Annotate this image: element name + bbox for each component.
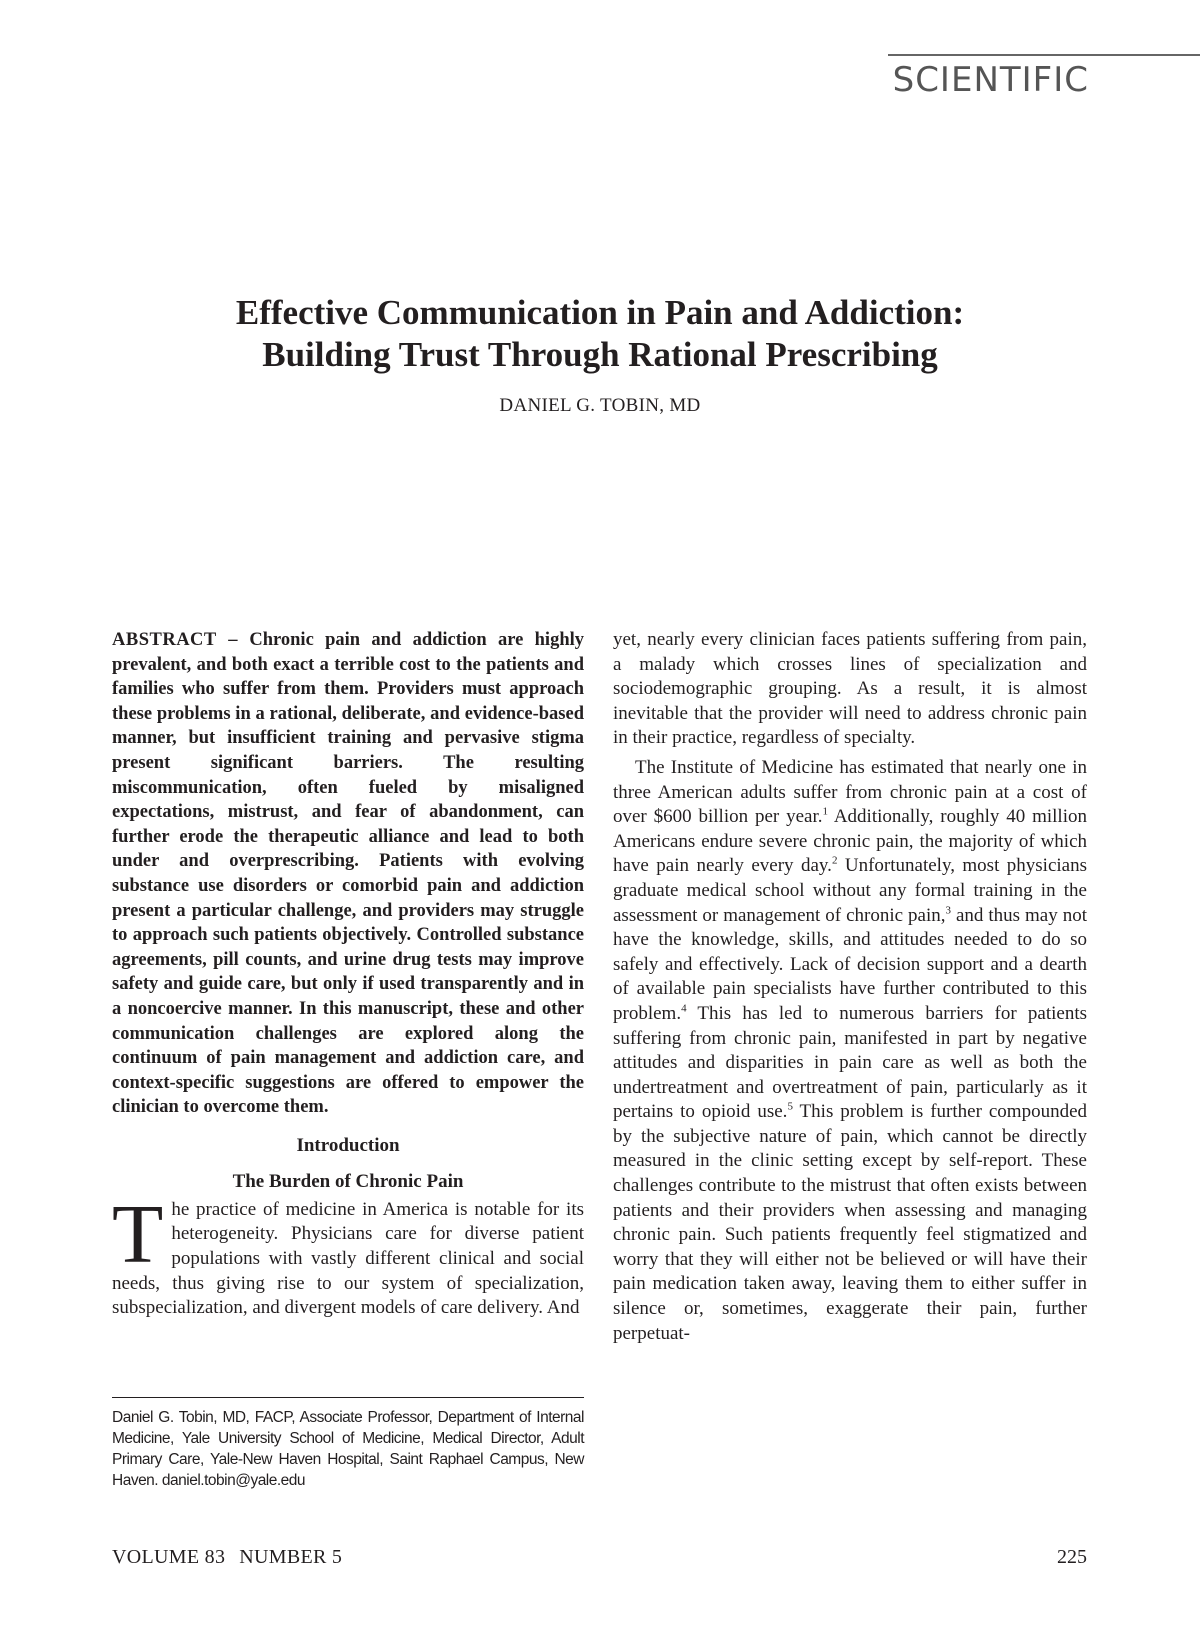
paragraph-1-continued: yet, nearly every clinician faces patients suffering from pain, a malady which crosses lines of specialization and sociodemographic grouping. As a result, it is almost inevitable that the provider will need to address chronic pain in their practice, regardless of specialty. (613, 629, 1087, 749)
section-label: SCIENTIFIC (892, 60, 1089, 100)
abstract-label: ABSTRACT – (112, 630, 239, 650)
article-title (120, 292, 1080, 376)
paragraph-2-part-a: The Institute of Medicine has estimated that nearly one in three American adults suffer from chronic pain at a cost of over $600 billion per year. (613, 756, 1087, 828)
left-column (112, 628, 584, 1321)
title-line-2: Building Trust Through Rational Prescribing (262, 335, 938, 374)
title-line-1: Effective Communication in Pain and Addiction: (235, 293, 965, 332)
abstract-text: Chronic pain and addiction are highly prevalent, and both exact a terrible cost to the patients and families who suffer from them. Providers must approach these problems in a rational, deliberate, and evidence-based manner, but insufficient training and pervasive stigma present significant barriers. The resulting miscommunication, often fueled by misaligned expectations, mistrust, and fear of abandonment, can further erode the therapeutic alliance and lead to both under and overprescribing. Patients with evolving substance use disorders or comorbid pain and addiction present a particular challenge, and providers may struggle to approach such patients objectively. Controlled substance agreements, pill counts, and urine drug tests may improve safety and guide care, but only if used transparently and in a noncoercive manner. In this manuscript, these and other communication challenges are explored along the continuum of pain management and addiction care, and context-specific suggestions are offered to empower the clinician to overcome them. (112, 630, 584, 1118)
subsection-heading-burden: The Burden of Chronic Pain (232, 1170, 464, 1192)
footnote-rule (112, 1397, 584, 1398)
paragraph-1 (112, 1187, 584, 1321)
reference-3: 3 (945, 904, 951, 917)
author-affiliation-footnote: Daniel G. Tobin, MD, FACP, Associate Professor, Department of Internal Medicine, Yale University School of Medicine, Medical Director, Adult Primary Care, Yale-New Haven Hospital, Saint Raphael Campus, New Haven. daniel.tobin@yale.edu (112, 1409, 584, 1489)
paragraph-2-part-b: Additionally, roughly 40 million Americans endure severe chronic pain, the majority of which have pain nearly every day. (613, 806, 1087, 877)
paragraph-2 (613, 756, 1087, 1346)
reference-4: 4 (681, 1002, 687, 1015)
drop-cap: T (112, 1187, 164, 1281)
volume-label: VOLUME 83 (112, 1546, 226, 1568)
right-column (613, 628, 1087, 1346)
paragraph-2-part-e: This has led to numerous barriers for patients suffering from chronic pain, manifested in part by negative attitudes and disparities in pain care as well as both the undertreatment and overtreatment of pain, particularly as it pertains to opioid use. (613, 1002, 1087, 1123)
reference-1: 1 (822, 805, 828, 818)
abstract (112, 628, 584, 1120)
paragraph-2-part-d: and thus may not have the knowledge, skills, and attitudes needed to do so safely and effectively. Lack of decision support and a dearth of available pain specialists have further contributed to this problem. (613, 904, 1087, 1024)
paragraph-2-part-f: This problem is further compounded by the subjective nature of pain, which cannot be directly measured in the clinic setting except by self-report. These challenges contribute to the mistrust that often exists between patients and their providers when assessing and managing chronic pain. Such patients frequently feel stigmatized and worry that they will either not be believed or will have their pain medication taken away, leaving them to either suffer in silence or, sometimes, exaggerate their pain, further perpetuat- (613, 1101, 1087, 1344)
section-heading-introduction: Introduction (296, 1134, 400, 1156)
page-number: 225 (1057, 1546, 1087, 1568)
number-label: NUMBER 5 (239, 1546, 343, 1568)
header-rule (888, 54, 1200, 56)
author-byline: DANIEL G. TOBIN, MD (499, 395, 701, 416)
reference-2: 2 (831, 855, 838, 868)
paragraph-2-part-c: Unfortunately, most physicians graduate medical school without any formal training in the assessment or management of chronic pain, (613, 855, 1087, 926)
journal-issue (112, 1546, 342, 1569)
paragraph-1-text: he practice of medicine in America is notable for its heterogeneity. Physicians care for diverse patient populations with vastly different clinical and social needs, thus giving rise to our system of specialization, subspecialization, and divergent models of care delivery. And (112, 1198, 584, 1319)
reference-5: 5 (787, 1100, 793, 1113)
